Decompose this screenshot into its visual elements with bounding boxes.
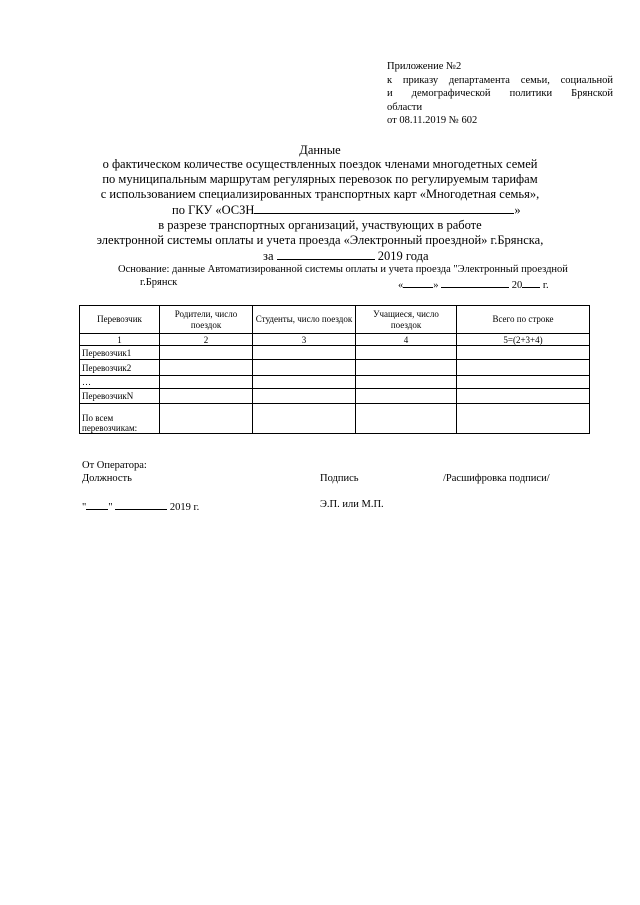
month-blank[interactable] <box>115 498 167 510</box>
period-year: 2019 года <box>377 249 429 263</box>
table-row <box>80 346 590 360</box>
basis-day-blank[interactable] <box>403 276 433 288</box>
col-number: 5=(2+3+4) <box>457 334 590 346</box>
data-cell[interactable] <box>457 376 590 389</box>
table-number-row <box>80 334 590 346</box>
data-cell[interactable] <box>253 404 356 434</box>
data-cell[interactable] <box>160 346 253 360</box>
table-header-row <box>80 306 590 334</box>
operator-label: От Оператора: <box>82 460 147 471</box>
annex-line-2: и демографической политики Брянской <box>387 88 613 99</box>
carrier-cell: … <box>80 376 160 389</box>
col-number: 2 <box>160 334 253 346</box>
basis-year-suffix: г. <box>542 280 549 291</box>
decoding-label: /Расшифровка подписи/ <box>443 473 550 484</box>
data-cell[interactable] <box>253 346 356 360</box>
data-cell[interactable] <box>160 376 253 389</box>
annex-line-3: области <box>387 101 423 113</box>
carrier-cell: Перевозчик2 <box>80 360 160 376</box>
col-header: Студенты, число поездок <box>253 306 356 334</box>
heading-line-7 <box>263 248 429 263</box>
day-blank[interactable] <box>86 498 108 510</box>
col-number: 1 <box>80 334 160 346</box>
data-cell[interactable] <box>457 360 590 376</box>
heading-line-4-prefix: по ГКУ «ОСЗН <box>172 203 255 217</box>
period-blank[interactable] <box>277 248 375 260</box>
basis-year-blank[interactable] <box>522 276 540 288</box>
position-label: Должность <box>82 473 132 484</box>
basis-year-prefix: 20 <box>511 280 523 291</box>
ozsn-blank[interactable] <box>254 202 514 214</box>
col-header: Учащиеся, число поездок <box>356 306 457 334</box>
basis-month-blank[interactable] <box>441 276 509 288</box>
carrier-cell: ПеревозчикN <box>80 389 160 404</box>
heading-line-1: о фактическом количестве осуществленных поездок членами многодетных семей <box>102 157 538 171</box>
table-row <box>80 389 590 404</box>
col-header: Всего по строке <box>457 306 590 334</box>
carrier-cell: Перевозчик1 <box>80 346 160 360</box>
heading-line-4 <box>172 202 521 217</box>
stamp-label: Э.П. или М.П. <box>320 499 384 510</box>
date-quote-open: " <box>82 502 87 513</box>
table-row <box>80 360 590 376</box>
data-cell[interactable] <box>253 360 356 376</box>
data-cell[interactable] <box>457 346 590 360</box>
heading-line-4-suffix: » <box>514 203 521 217</box>
basis-line-1: Основание: данные Автоматизированной системы оплаты и учета проезда "Электронный проездной <box>118 264 568 275</box>
footer-date <box>82 498 199 514</box>
annex-line-4: от 08.11.2019 № 602 <box>387 115 478 126</box>
data-cell[interactable] <box>356 404 457 434</box>
trips-table <box>79 305 590 434</box>
table-total-row <box>80 404 590 434</box>
col-number: 3 <box>253 334 356 346</box>
data-cell[interactable] <box>356 360 457 376</box>
data-cell[interactable] <box>253 389 356 404</box>
basis-date <box>398 276 549 292</box>
data-cell[interactable] <box>160 389 253 404</box>
annex-line-1: к приказу департамента семьи, социальной <box>387 74 613 86</box>
data-cell[interactable] <box>457 389 590 404</box>
annex-title: Приложение №2 <box>387 61 462 72</box>
date-quote-open: « <box>398 280 404 291</box>
heading-line-6: электронной системы оплаты и учета проезда «Электронный проездной» г.Брянска, <box>96 233 544 247</box>
col-number: 4 <box>356 334 457 346</box>
data-cell[interactable] <box>253 376 356 389</box>
document-title: Данные <box>299 143 341 157</box>
data-cell[interactable] <box>160 404 253 434</box>
date-quote-close: " <box>108 502 113 513</box>
data-cell[interactable] <box>160 360 253 376</box>
data-cell[interactable] <box>356 376 457 389</box>
footer-year: 2019 г. <box>169 502 200 513</box>
signature-label: Подпись <box>320 473 359 484</box>
data-cell[interactable] <box>356 389 457 404</box>
date-quote-close: » <box>433 280 439 291</box>
total-label: По всем перевозчикам: <box>80 404 160 434</box>
data-cell[interactable] <box>356 346 457 360</box>
heading-line-5: в разрезе транспортных организаций, участвующих в работе <box>158 218 482 232</box>
heading-line-3: с использованием специализированных транспортных карт «Многодетная семья», <box>100 187 540 201</box>
heading-line-2: по муниципальным маршрутам регулярных перевозок по регулируемым тарифам <box>102 172 538 186</box>
data-cell[interactable] <box>457 404 590 434</box>
basis-line-2: г.Брянск <box>140 277 178 288</box>
col-header: Перевозчик <box>80 306 160 334</box>
period-label: за <box>263 249 274 263</box>
annex-block <box>387 60 613 128</box>
table-row <box>80 376 590 389</box>
col-header: Родители, число поездок <box>160 306 253 334</box>
